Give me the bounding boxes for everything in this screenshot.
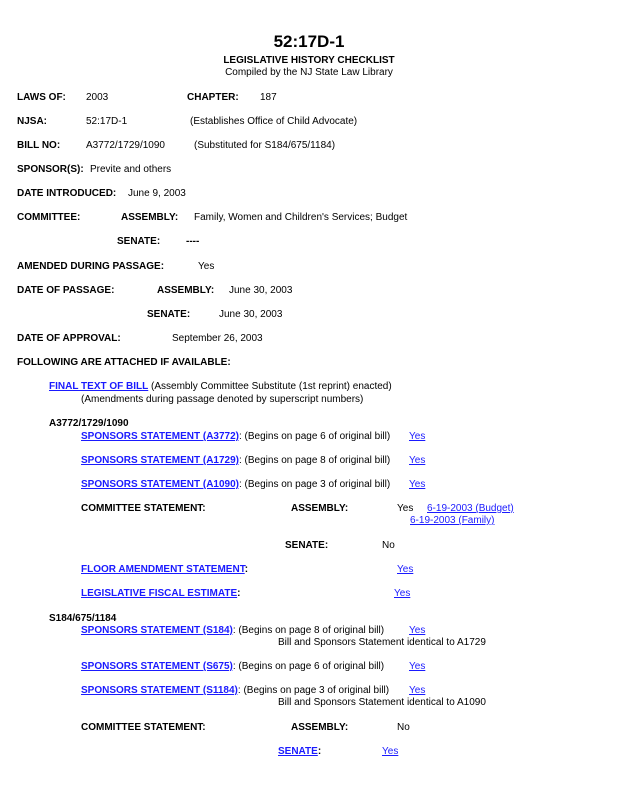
amended-value: Yes (198, 261, 215, 272)
committee-senate-label: SENATE: (117, 236, 161, 247)
s-stmt3-yes-link[interactable]: Yes (409, 685, 426, 696)
a-fiscal-yes-link[interactable]: Yes (394, 588, 411, 599)
a-stmt2-note: : (Begins on page 8 of original bill) (239, 455, 391, 466)
s-senate-row (278, 746, 321, 758)
s-stmt1-link[interactable]: SPONSORS STATEMENT (S184) (81, 625, 233, 636)
a-stmt3-note: : (Begins on page 3 of original bill) (239, 479, 391, 490)
s-stmt2-yes-link[interactable]: Yes (409, 661, 426, 672)
a-stmt2-row (81, 455, 390, 467)
s-stmt1-identical: Bill and Sponsors Statement identical to A1729 (278, 637, 486, 648)
a-committee-assembly-value: Yes (397, 503, 414, 514)
s-stmt1-row (81, 625, 384, 637)
s-committee-assembly-value: No (397, 722, 410, 733)
a-stmt1-link[interactable]: SPONSORS STATEMENT (A3772) (81, 431, 239, 442)
bill-no-value: A3772/1729/1090 (86, 140, 165, 151)
a-floor-row (81, 564, 248, 576)
assembly-bill-heading: A3772/1729/1090 (49, 418, 129, 429)
s-senate-colon: : (317, 746, 322, 757)
s-senate-yes-link[interactable]: Yes (382, 746, 399, 757)
njsa-label: NJSA: (17, 116, 48, 127)
final-text-note: (Assembly Committee Substitute (1st reprint) enacted) (148, 381, 392, 392)
a-floor-colon: : (244, 564, 249, 575)
page-title: 52:17D-1 (273, 32, 345, 51)
s-committee-assembly-label: ASSEMBLY: (291, 722, 349, 733)
sponsors-value: Previte and others (90, 164, 172, 175)
final-text-note2: (Amendments during passage denoted by superscript numbers) (81, 394, 364, 405)
a-stmt2-link[interactable]: SPONSORS STATEMENT (A1729) (81, 455, 239, 466)
a-floor-link[interactable]: FLOOR AMENDMENT STATEMENT (81, 564, 245, 575)
a-stmt1-note: : (Begins on page 6 of original bill) (239, 431, 391, 442)
committee-assembly-label: ASSEMBLY: (121, 212, 179, 223)
committee-assembly-value: Family, Women and Children's Services; Budget (194, 212, 408, 223)
s-stmt2-link[interactable]: SPONSORS STATEMENT (S675) (81, 661, 233, 672)
page-subtitle: LEGISLATIVE HISTORY CHECKLIST (223, 55, 395, 66)
a-committee-senate-label: SENATE: (285, 540, 329, 551)
committee-label: COMMITTEE: (17, 212, 81, 223)
a-committee-assembly-label: ASSEMBLY: (291, 503, 349, 514)
date-introduced-value: June 9, 2003 (128, 188, 186, 199)
passage-senate-value: June 30, 2003 (219, 309, 283, 320)
s-stmt3-note: : (Begins on page 3 of original bill) (237, 685, 390, 696)
a-stmt3-yes-link[interactable]: Yes (409, 479, 426, 490)
date-introduced-label: DATE INTRODUCED: (17, 188, 117, 199)
chapter-value: 187 (260, 92, 277, 103)
s-stmt2-row (81, 661, 384, 673)
sponsors-label: SPONSOR(S): (17, 164, 84, 175)
passage-label: DATE OF PASSAGE: (17, 285, 115, 296)
passage-assembly-value: June 30, 2003 (229, 285, 293, 296)
a-committee-label: COMMITTEE STATEMENT: (81, 503, 206, 514)
s-committee-label: COMMITTEE STATEMENT: (81, 722, 206, 733)
a-stmt1-yes-link[interactable]: Yes (409, 431, 426, 442)
a-stmt1-row (81, 431, 390, 443)
a-stmt3-row (81, 479, 390, 491)
compiled-by: Compiled by the NJ State Law Library (225, 67, 393, 78)
senate-bill-heading: S184/675/1184 (49, 613, 117, 624)
a-stmt2-yes-link[interactable]: Yes (409, 455, 426, 466)
chapter-label: CHAPTER: (187, 92, 239, 103)
a-floor-yes-link[interactable]: Yes (397, 564, 414, 575)
passage-assembly-label: ASSEMBLY: (157, 285, 215, 296)
approval-value: September 26, 2003 (172, 333, 263, 344)
s-senate-link[interactable]: SENATE (278, 746, 318, 757)
s-stmt3-link[interactable]: SPONSORS STATEMENT (S1184) (81, 685, 238, 696)
a-committee-budget-link[interactable]: 6-19-2003 (Budget) (427, 503, 514, 514)
s-stmt3-row (81, 685, 389, 697)
njsa-value: 52:17D-1 (86, 116, 128, 127)
passage-senate-label: SENATE: (147, 309, 191, 320)
s-stmt1-note: : (Begins on page 8 of original bill) (232, 625, 385, 636)
a-fiscal-row (81, 588, 240, 600)
a-committee-senate-value: No (382, 540, 395, 551)
approval-label: DATE OF APPROVAL: (17, 333, 121, 344)
a-committee-family-link[interactable]: 6-19-2003 (Family) (410, 515, 495, 526)
s-stmt2-note: : (Begins on page 6 of original bill) (232, 661, 385, 672)
a-stmt3-link[interactable]: SPONSORS STATEMENT (A1090) (81, 479, 239, 490)
bill-no-note: (Substituted for S184/675/1184) (194, 140, 336, 151)
final-text-link[interactable]: FINAL TEXT OF BILL (49, 381, 149, 392)
a-fiscal-link[interactable]: LEGISLATIVE FISCAL ESTIMATE (81, 588, 238, 599)
a-fiscal-colon: : (237, 588, 241, 599)
laws-of-label: LAWS OF: (17, 92, 66, 103)
s-stmt1-yes-link[interactable]: Yes (409, 625, 426, 636)
final-text-row (49, 381, 392, 393)
s-stmt3-identical: Bill and Sponsors Statement identical to A1090 (278, 697, 486, 708)
attached-heading: FOLLOWING ARE ATTACHED IF AVAILABLE: (17, 357, 231, 368)
bill-no-label: BILL NO: (17, 140, 61, 151)
laws-of-value: 2003 (86, 92, 109, 103)
committee-senate-value: ---- (186, 236, 200, 247)
amended-label: AMENDED DURING PASSAGE: (17, 261, 165, 272)
njsa-note: (Establishes Office of Child Advocate) (190, 116, 358, 127)
